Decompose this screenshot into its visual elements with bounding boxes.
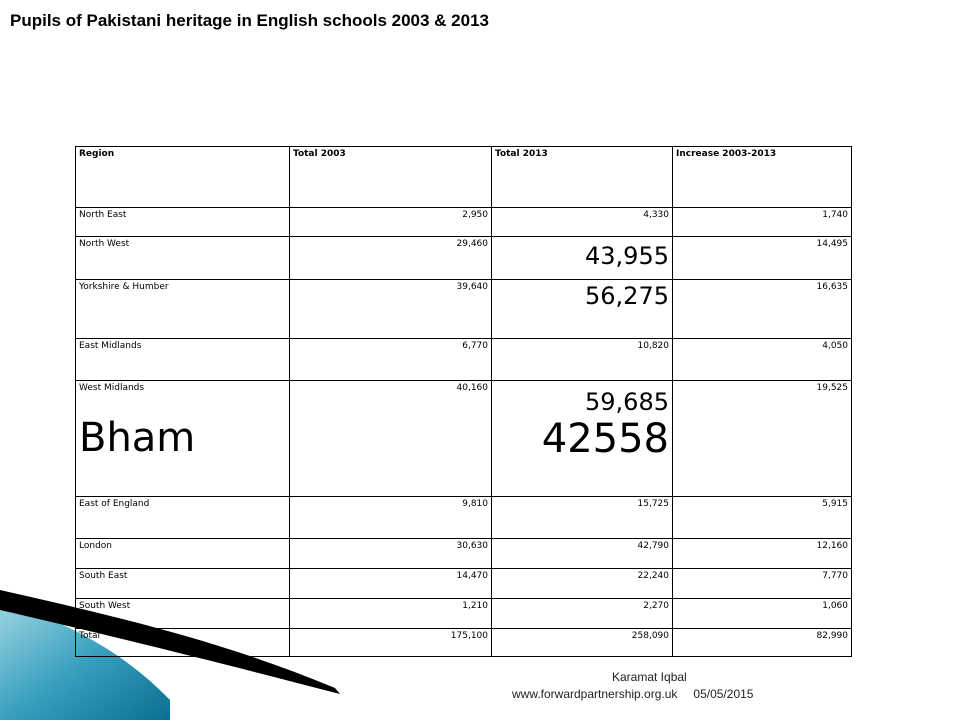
region-cell: Total: [76, 629, 290, 657]
total-2013-value: 56,275: [585, 282, 669, 310]
total-2003-cell: 14,470: [290, 569, 492, 599]
increase-cell: 16,635: [673, 280, 852, 339]
region-cell: [76, 381, 290, 497]
increase-cell: 5,915: [673, 497, 852, 539]
table-row: [76, 208, 852, 237]
increase-cell: 14,495: [673, 237, 852, 280]
footer-website: www.forwardpartnership.org.uk: [512, 687, 678, 701]
total-2003-cell: 175,100: [290, 629, 492, 657]
total-2013-cell: [492, 280, 673, 339]
total-2013-value: 59,685: [585, 388, 669, 416]
increase-cell: 19,525: [673, 381, 852, 497]
table-header-row: [76, 147, 852, 208]
table-row: [76, 539, 852, 569]
total-2013-cell: 4,330: [492, 208, 673, 237]
table-row: [76, 237, 852, 280]
table-row: [76, 339, 852, 381]
total-2013-cell: 15,725: [492, 497, 673, 539]
footer-date: 05/05/2015: [693, 687, 754, 701]
total-2003-cell: 2,950: [290, 208, 492, 237]
total-2013-annotation: 42558: [541, 416, 669, 462]
table-row: [76, 599, 852, 629]
total-2013-cell: 42,790: [492, 539, 673, 569]
total-2003-cell: 1,210: [290, 599, 492, 629]
increase-cell: 1,060: [673, 599, 852, 629]
region-cell: North East: [76, 208, 290, 237]
header-total-2003: Total 2003: [290, 147, 492, 208]
table-row-total: [76, 629, 852, 657]
region-cell: East Midlands: [76, 339, 290, 381]
table-row: [76, 497, 852, 539]
header-increase: Increase 2003-2013: [673, 147, 852, 208]
region-label: West Midlands: [79, 383, 145, 393]
total-2013-cell: 10,820: [492, 339, 673, 381]
region-cell: South East: [76, 569, 290, 599]
region-table: [75, 146, 852, 657]
total-2003-cell: 30,630: [290, 539, 492, 569]
region-cell: London: [76, 539, 290, 569]
total-2013-cell: [492, 237, 673, 280]
increase-cell: 12,160: [673, 539, 852, 569]
total-2013-cell: [492, 381, 673, 497]
total-2003-cell: 29,460: [290, 237, 492, 280]
total-2013-cell: 258,090: [492, 629, 673, 657]
region-cell: East of England: [76, 497, 290, 539]
region-annotation: Bham: [79, 415, 196, 461]
table-row: [76, 569, 852, 599]
total-2003-cell: 39,640: [290, 280, 492, 339]
increase-cell: 7,770: [673, 569, 852, 599]
footer: [512, 669, 753, 703]
increase-cell: 82,990: [673, 629, 852, 657]
total-2013-cell: 22,240: [492, 569, 673, 599]
footer-author: Karamat Iqbal: [612, 670, 687, 684]
region-cell: North West: [76, 237, 290, 280]
region-cell: South West: [76, 599, 290, 629]
total-2003-cell: 40,160: [290, 381, 492, 497]
header-region: Region: [76, 147, 290, 208]
increase-cell: 1,740: [673, 208, 852, 237]
region-cell: Yorkshire & Humber: [76, 280, 290, 339]
table-row: [76, 280, 852, 339]
total-2013-cell: 2,270: [492, 599, 673, 629]
table-row: [76, 381, 852, 497]
header-total-2013: Total 2013: [492, 147, 673, 208]
total-2003-cell: 9,810: [290, 497, 492, 539]
increase-cell: 4,050: [673, 339, 852, 381]
page-title: Pupils of Pakistani heritage in English schools 2003 & 2013: [10, 11, 489, 30]
total-2013-value: 43,955: [585, 242, 669, 270]
total-2003-cell: 6,770: [290, 339, 492, 381]
